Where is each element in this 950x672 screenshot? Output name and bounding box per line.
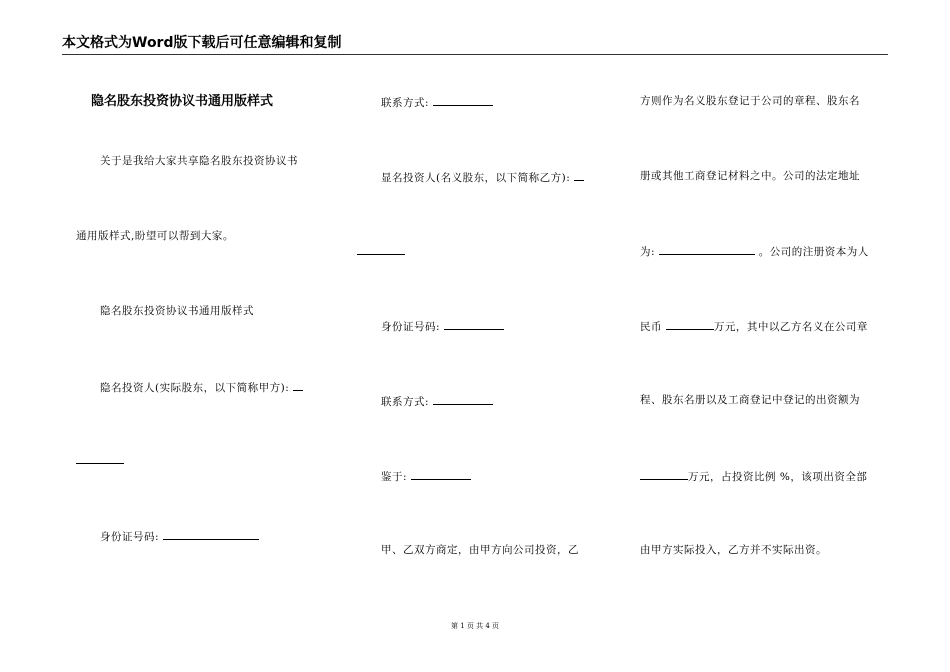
party-b-blank-line (357, 243, 405, 259)
capital-blank[interactable] (666, 318, 714, 330)
party-a-id-label: 身份证号码: (100, 531, 163, 543)
document-header: 本文格式为Word版下载后可任意编辑和复制 (62, 35, 342, 51)
party-b-id-line (381, 318, 504, 334)
party-b-line (381, 169, 584, 185)
whereas-label: 鉴于: (381, 471, 411, 483)
contribution-text: 万元，占投资比例 %，该项出资全部 (688, 471, 868, 483)
party-a-id-line (100, 528, 259, 544)
whereas-line (381, 468, 471, 484)
address-blank[interactable] (659, 243, 755, 255)
body-line-5: 程、股东名册以及工商登记中登记的出资额为 (640, 394, 860, 406)
party-a-contact-label: 联系方式: (381, 97, 433, 109)
party-a-blank-line (76, 452, 124, 468)
party-b-contact-label: 联系方式: (381, 396, 433, 408)
intro-line-1: 关于是我给大家共享隐名股东投资协议书 (100, 155, 298, 167)
party-b-name-blank[interactable] (357, 243, 405, 255)
contribution-blank[interactable] (640, 468, 688, 480)
document-title: 隐名股东投资协议书通用版样式 (91, 94, 274, 109)
party-a-name-blank[interactable] (76, 452, 124, 464)
body-line-4 (640, 318, 868, 334)
agreement-line: 甲、乙双方商定，由甲方向公司投资，乙 (381, 544, 579, 556)
address-label: 为: (640, 246, 659, 258)
party-a-id-blank[interactable] (163, 528, 259, 540)
party-b-id-blank[interactable] (444, 318, 504, 330)
page-number: 第 1 页 共 4 页 (450, 622, 500, 630)
body-line-2: 册或其他工商登记材料之中。公司的法定地址 (640, 170, 860, 182)
party-b-contact-line (381, 393, 493, 409)
body-line-6 (640, 468, 867, 484)
party-a-blank-end[interactable] (293, 379, 303, 391)
capital-text: 万元，其中以乙方名义在公司章 (713, 321, 868, 333)
body-line-3 (640, 243, 869, 259)
party-b-contact-blank[interactable] (433, 393, 493, 405)
rmb-label: 民币 (640, 321, 666, 333)
capital-intro: 。公司的注册资本为人 (754, 246, 869, 258)
intro-line-2: 通用版样式,盼望可以帮到大家。 (76, 230, 234, 242)
header-divider (62, 54, 888, 55)
party-a-line (100, 379, 303, 395)
party-a-label: 隐名投资人(实际股东，以下简称甲方): (100, 382, 294, 394)
body-line-7: 由甲方实际投入，乙方并不实际出资。 (640, 544, 827, 556)
party-a-contact-blank[interactable] (433, 94, 493, 106)
body-line-1: 方则作为名义股东登记于公司的章程、股东名 (640, 95, 860, 107)
party-a-contact-line (381, 94, 493, 110)
party-b-label: 显名投资人(名义股东，以下简称乙方): (381, 172, 575, 184)
subtitle: 隐名股东投资协议书通用版样式 (100, 305, 254, 317)
whereas-blank[interactable] (411, 468, 471, 480)
party-b-id-label: 身份证号码: (381, 321, 444, 333)
party-b-blank-end[interactable] (574, 169, 584, 181)
